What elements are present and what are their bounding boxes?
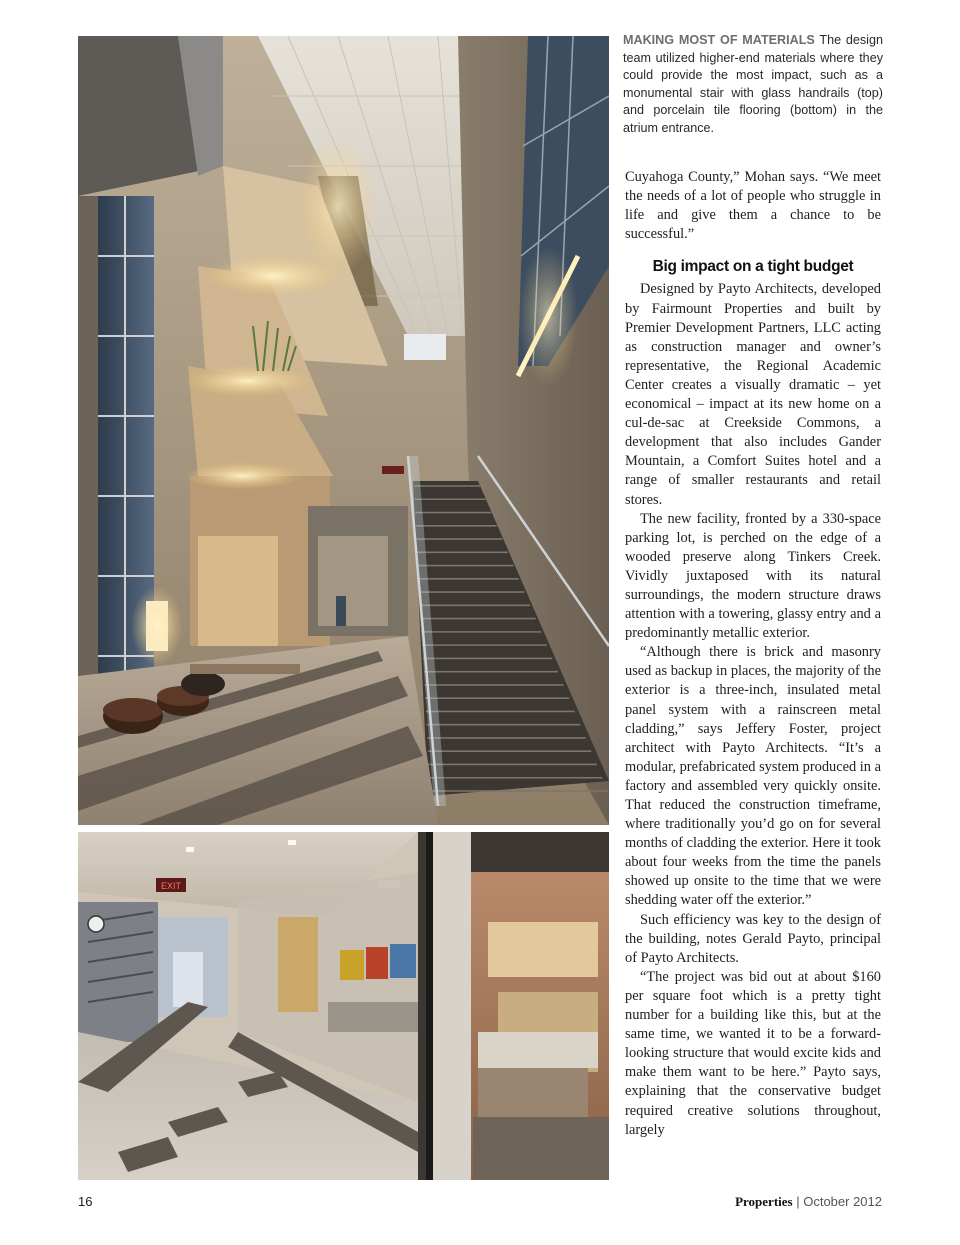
article-paragraph: The new facility, fronted by a 330-space parking lot, is perched on the edge of a wooded preserve along Tinkers Creek. Vividly juxtaposed with its natural surroundings, the modern structure draws attention with a towering, glassy entry and a predominantly metallic exterior. xyxy=(625,510,881,642)
issue-date: October 2012 xyxy=(803,1194,882,1209)
corridor-tile-photo xyxy=(78,832,609,1180)
article-column xyxy=(625,168,881,1140)
photo-caption xyxy=(623,32,883,138)
caption-text: The design team utilized higher-end materials where they could provide the most impact, such as a monumental stair with glass handrails (top) and porcelain tile flooring (bottom) in the atrium entrance. xyxy=(623,33,883,135)
exit-sign-text: EXIT xyxy=(160,881,182,891)
magazine-footer xyxy=(735,1194,882,1210)
article-paragraph: Such efficiency was key to the design of the building, notes Gerald Payto, principal of Payto Architects. xyxy=(625,911,881,966)
article-paragraph: Designed by Payto Architects, developed by Fairmount Properties and built by Premier Development Partners, LLC acting as construction manager and owner’s representative, the Regional Academic Center creates a visually dramatic – yet economical – impact at its new home on a cul-de-sac at Creekside Commons, a development that also includes Gander Mountain, a Comfort Suites hotel and a range of smaller restaurants and retail stores. xyxy=(625,281,881,508)
magazine-name: Properties xyxy=(735,1194,793,1209)
article-paragraph: “Although there is brick and masonry used as backup in places, the majority of the exterior is a three-inch, insulated metal panel system with a rainscreen metal cladding,” says Jeffery Foster, project architect with Payto Architects. “It’s a modular, prefabricated system produced in a factory and assembled very quickly onsite. That reduced the construction timeframe, where traditionally you’d go on for several months of cladding the exterior. Here it took about four weeks from the time the panels showed up onsite to the time that we were shedding water off the exterior.” xyxy=(625,644,881,909)
article-paragraph: “The project was bid out at about $160 per square foot which is a pretty tight number for a building like this, but at the same time, we wanted it to be a forward-looking structure that would excite kids and make them want to be here.” Payto says, explaining that the conservative budget required creative solutions throughout, largely xyxy=(625,968,881,1138)
caption-heading: MAKING MOST OF MATERIALS xyxy=(623,33,815,47)
page-number: 16 xyxy=(78,1194,93,1209)
footer-separator: | xyxy=(792,1194,804,1209)
article-subheading: Big impact on a tight budget xyxy=(652,258,854,276)
atrium-stair-photo xyxy=(78,36,609,825)
article-paragraph: Cuyahoga County,” Mohan says. “We meet the needs of a lot of people who struggle in life and give them a chance to be successful.” xyxy=(625,169,881,243)
